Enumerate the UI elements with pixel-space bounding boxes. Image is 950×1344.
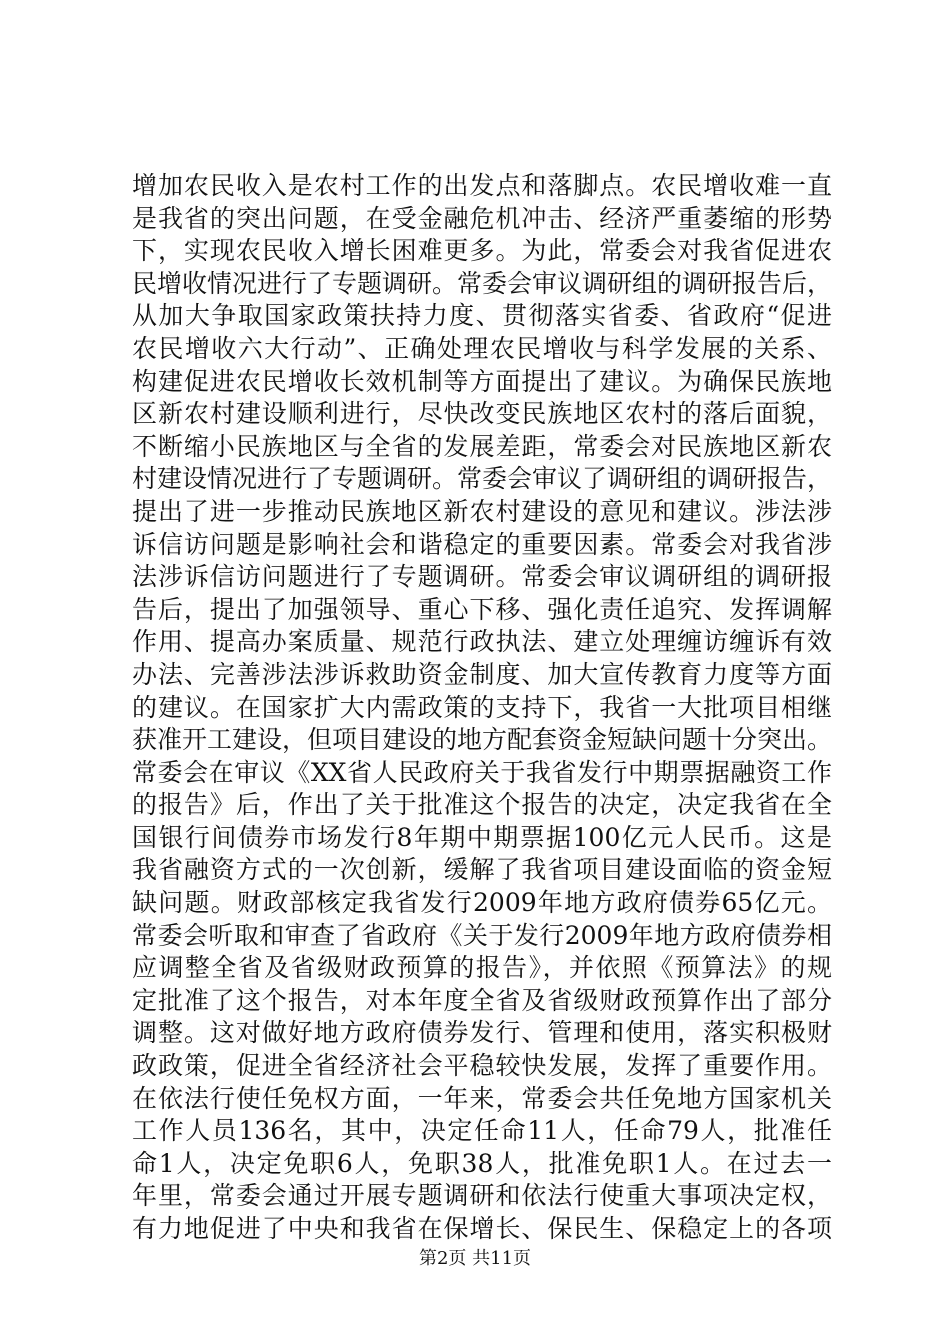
- text-line: 定批准了这个报告，对本年度全省及省级财政预算作出了部分: [132, 985, 832, 1015]
- text-line: 缺问题。财政部核定我省发行2009年地方政府债券65亿元。: [132, 888, 832, 918]
- text-line: 应调整全省及省级财政预算的报告》，并依照《预算法》的规: [132, 953, 832, 983]
- text-line: 是我省的突出问题，在受金融危机冲击、经济严重萎缩的形势: [132, 203, 832, 233]
- body-paragraph: [132, 170, 832, 1246]
- text-line: 年里，常委会通过开展专题调研和依法行使重大事项决定权，: [132, 1181, 832, 1211]
- text-line: 在依法行使任免权方面，一年来，常委会共任免地方国家机关: [132, 1083, 832, 1113]
- text-line: 政政策，促进全省经济社会平稳较快发展，发挥了重要作用。: [132, 1051, 832, 1081]
- text-line: 的建议。在国家扩大内需政策的支持下，我省一大批项目相继: [132, 692, 832, 722]
- text-line: 有力地促进了中央和我省在保增长、保民生、保稳定上的各项: [132, 1214, 832, 1243]
- text-line: 下，实现农民收入增长困难更多。为此，常委会对我省促进农: [132, 236, 832, 266]
- text-line: 国银行间债券市场发行8年期中期票据100亿元人民币。这是: [132, 822, 832, 852]
- text-line: 获准开工建设，但项目建设的地方配套资金短缺问题十分突出。: [132, 725, 832, 755]
- text-line: 不断缩小民族地区与全省的发展差距，常委会对民族地区新农: [132, 431, 832, 461]
- text-line: 诉信访问题是影响社会和谐稳定的重要因素。常委会对我省涉: [132, 529, 832, 559]
- text-line: 告后，提出了加强领导、重心下移、强化责任追究、发挥调解: [132, 594, 832, 624]
- text-line: 工作人员136名，其中，决定任命11人，任命79人，批准任: [132, 1116, 832, 1146]
- text-line: 构建促进农民增收长效机制等方面提出了建议。为确保民族地: [132, 366, 832, 396]
- text-line: 我省融资方式的一次创新，缓解了我省项目建设面临的资金短: [132, 855, 832, 885]
- text-line: 命1人，决定免职6人，免职38人，批准免职1人。在过去一: [132, 1148, 832, 1178]
- text-line: 调整。这对做好地方政府债券发行、管理和使用，落实积极财: [132, 1018, 832, 1048]
- text-line: 增加农民收入是农村工作的出发点和落脚点。农民增收难一直: [132, 171, 832, 200]
- page-number-footer: 第2页 共11页: [418, 1248, 532, 1269]
- text-line: 作用、提高办案质量、规范行政执法、建立处理缠访缠诉有效: [132, 627, 832, 657]
- text-line: 从加大争取国家政策扶持力度、贯彻落实省委、省政府“促进: [132, 301, 832, 331]
- text-line: 提出了进一步推动民族地区新农村建设的意见和建议。涉法涉: [132, 496, 832, 526]
- text-line: 办法、完善涉法涉诉救助资金制度、加大宣传教育力度等方面: [132, 659, 832, 689]
- text-line: 民增收情况进行了专题调研。常委会审议调研组的调研报告后，: [132, 268, 832, 298]
- text-line: 法涉诉信访问题进行了专题调研。常委会审议调研组的调研报: [132, 562, 832, 592]
- text-line: 农民增收六大行动”、正确处理农民增收与科学发展的关系、: [132, 333, 832, 363]
- text-line: 常委会听取和审查了省政府《关于发行2009年地方政府债券相: [132, 920, 832, 950]
- text-line: 村建设情况进行了专题调研。常委会审议了调研组的调研报告，: [132, 464, 832, 494]
- text-line: 的报告》后，作出了关于批准这个报告的决定，决定我省在全: [132, 790, 832, 820]
- text-line: 常委会在审议《XX省人民政府关于我省发行中期票据融资工作: [132, 757, 832, 787]
- text-line: 区新农村建设顺利进行，尽快改变民族地区农村的落后面貌，: [132, 399, 832, 429]
